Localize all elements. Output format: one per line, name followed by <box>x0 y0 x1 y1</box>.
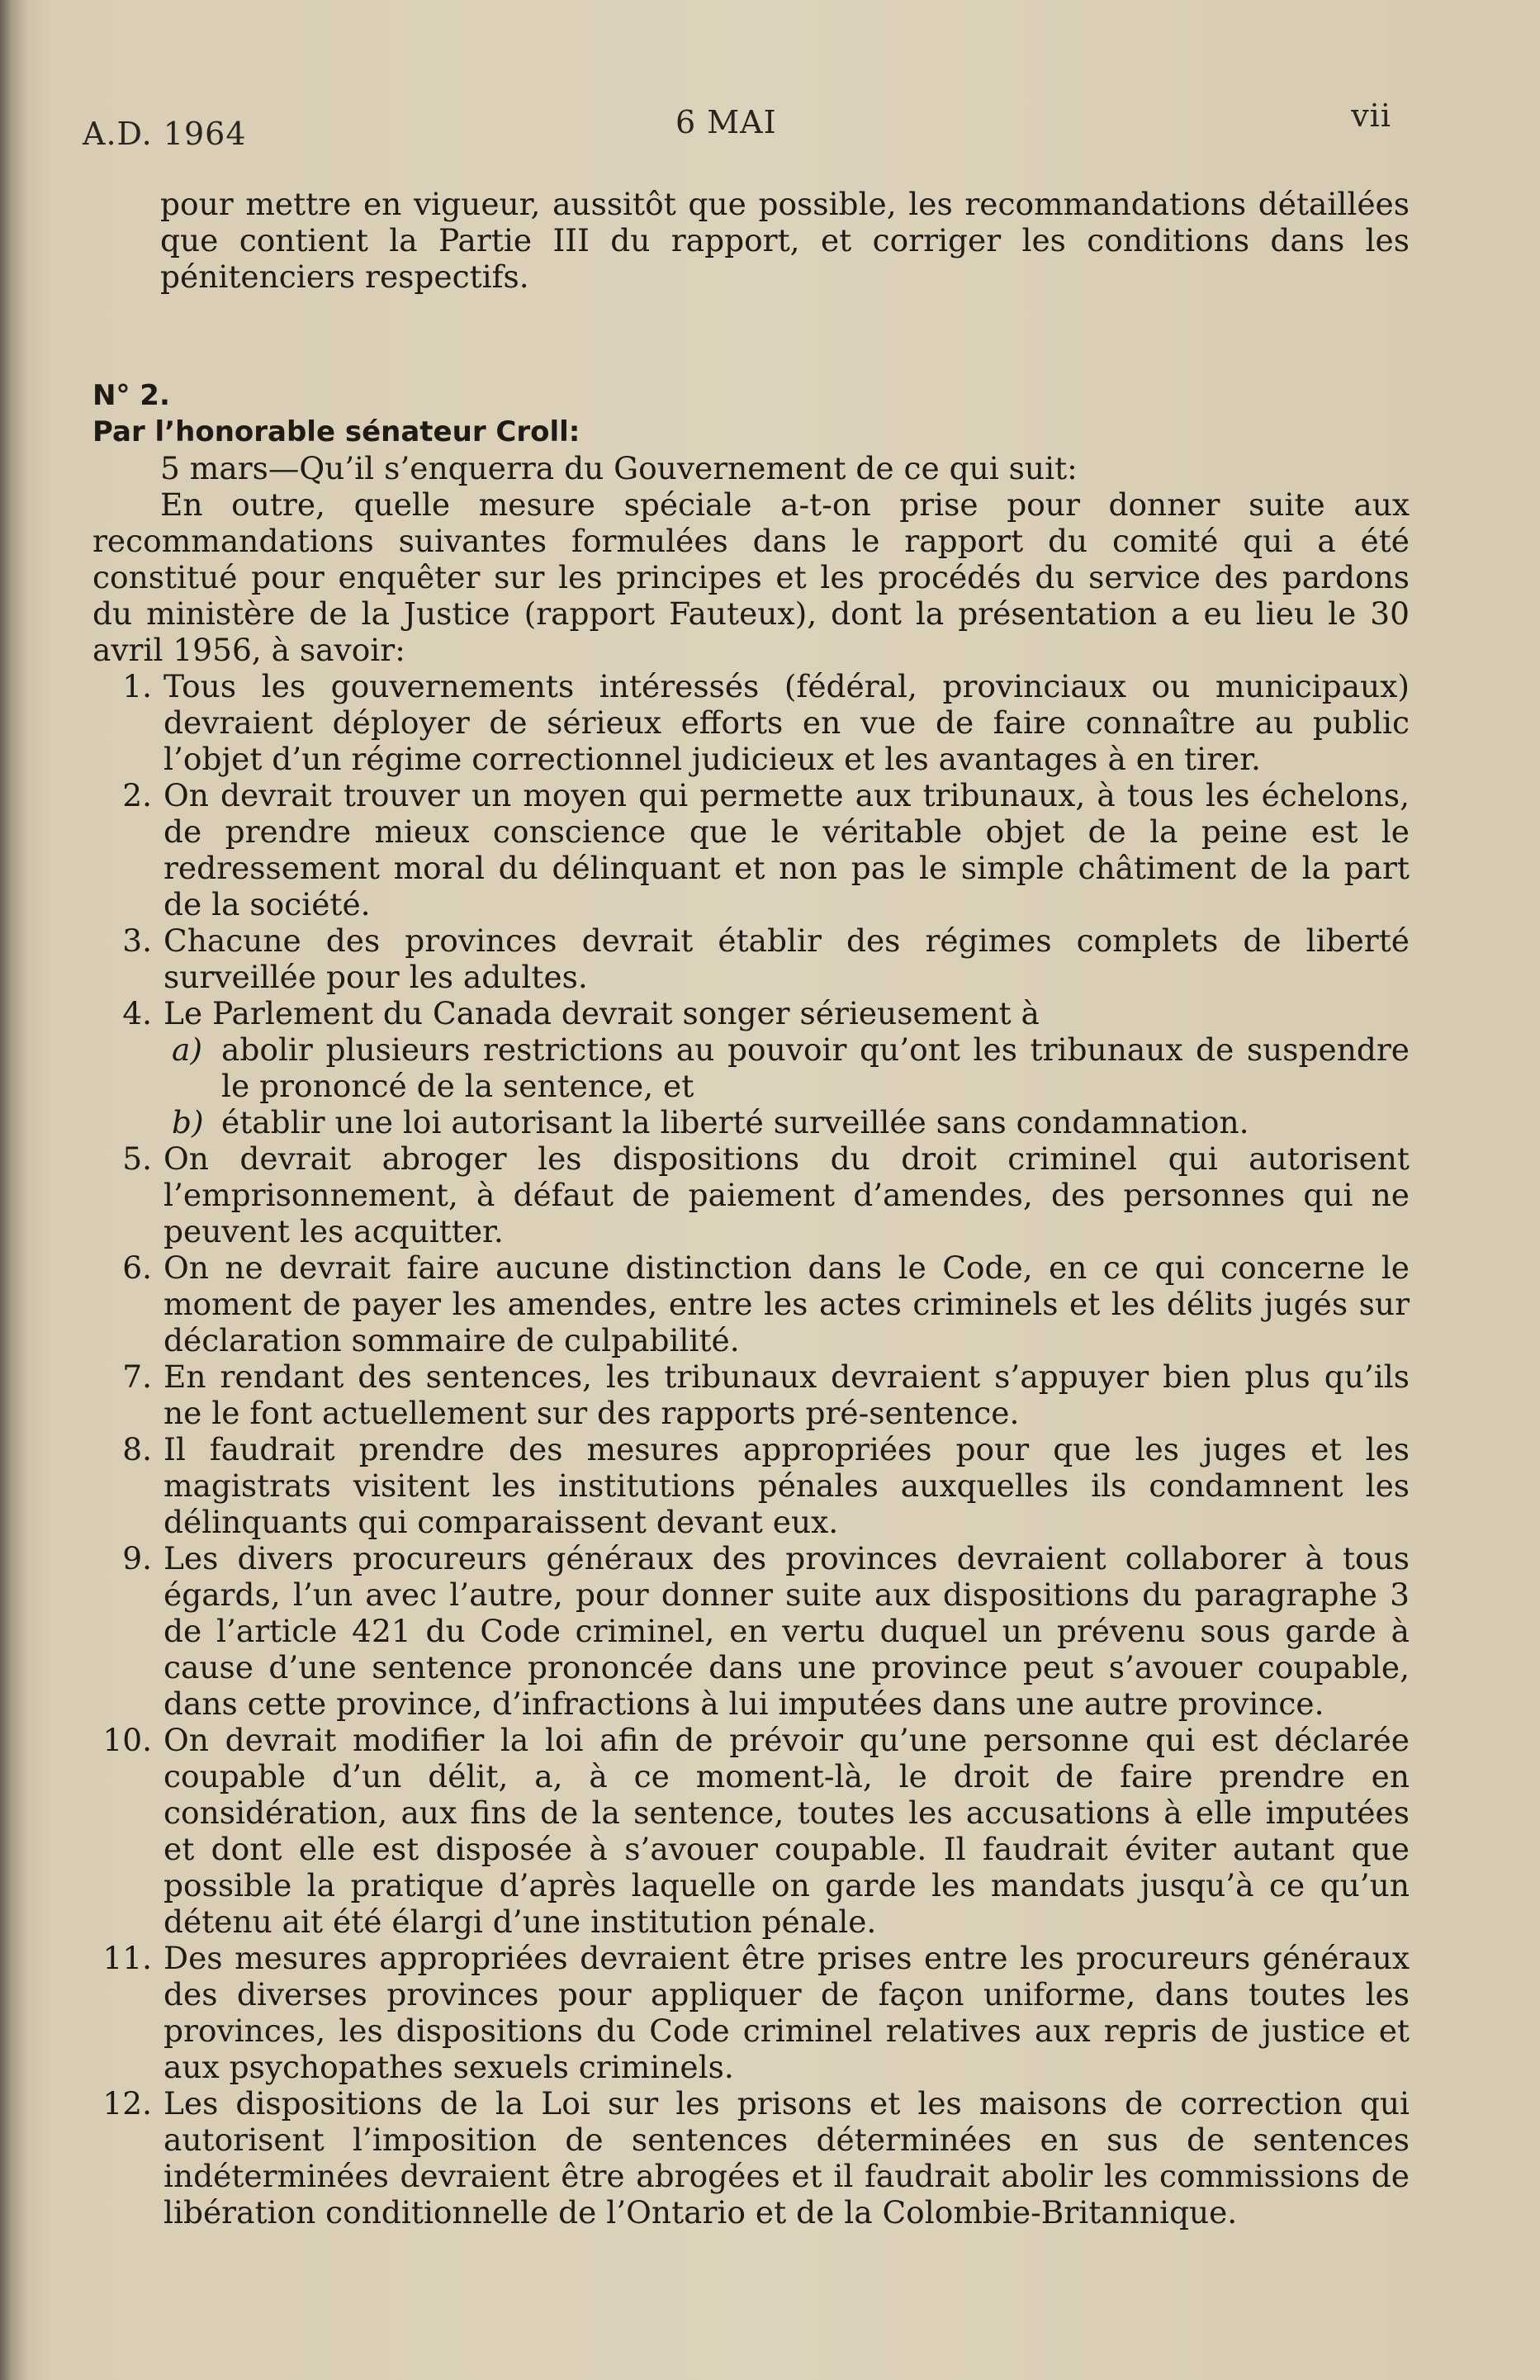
item-number: 3. <box>122 922 152 959</box>
header-year: A.D. 1964 <box>83 116 247 152</box>
recommendation-item <box>92 1722 1410 1940</box>
item-text: Tous les gouvernements intéressés (fédéral, provinciaux ou municipaux) devraient déployer de sérieux efforts en vue de faire connaître au public l’objet d’un régime correctionnel judicieux et les avantages à en tirer. <box>163 668 1410 777</box>
item-text: On devrait trouver un moyen qui permette aux tribunaux, à tous les échelons, de prendre mieux conscience que le véritable objet de la peine est le redressement moral du délinquant et non pas le simple châtiment de la part de la société. <box>163 777 1410 922</box>
recommendation-item <box>92 1249 1410 1358</box>
item-number: 8. <box>122 1431 152 1467</box>
item-text: On devrait modifier la loi afin de prévoir qu’une personne qui est déclarée coupable d’un délit, a, à ce moment-là, le droit de faire prendre en considération, aux fins de la sentence, toutes les accusations à elle imputées et dont elle est disposée à s’avouer coupable. Il faudrait éviter autant que possible la pratique d’après laquelle on garde les mandats jusqu’à ce qu’un détenu ait été élargi d’une institution pénale. <box>163 1722 1410 1940</box>
item-text: Les dispositions de la Loi sur les prisons et les maisons de correction qui autorisent l’imposition de sentences déterminées en sus de sentences indéterminées devraient être abrogées et il faudrait abolir les commissions de libération conditionnelle de l’Ontario et de la Colombie-Britannique. <box>163 2085 1410 2231</box>
question-number: N° 2. <box>92 379 170 412</box>
item-text: Chacune des provinces devrait établir des régimes complets de liberté surveillée pour les adultes. <box>163 922 1410 995</box>
item-text: On ne devrait faire aucune distinction dans le Code, en ce qui concerne le moment de payer les amendes, entre les actes criminels et les délits jugés sur déclaration sommaire de culpabilité. <box>163 1249 1410 1358</box>
page-header <box>83 97 1391 152</box>
question-date-line: 5 mars—Qu’il s’enquerra du Gouvernement de ce qui suit: <box>160 450 1078 486</box>
sub-item <box>172 1104 1410 1140</box>
item-text: Des mesures appropriées devraient être prises entre les procureurs généraux des diverses provinces pour appliquer de façon uniforme, dans toutes les provinces, les dispositions du Code criminel relatives aux repris de justice et aux psychopathes sexuels criminels. <box>163 1940 1410 2085</box>
item-number: 11. <box>102 1940 152 1976</box>
item-number: 9. <box>122 1540 152 1576</box>
recommendation-item <box>92 2085 1410 2231</box>
sub-item-text: établir une loi autorisant la liberté surveillée sans condamnation. <box>221 1104 1249 1140</box>
sub-item <box>172 1031 1410 1104</box>
question-author: Par l’honorable sénateur Croll: <box>92 415 580 448</box>
page-body <box>92 186 1410 2231</box>
item-text: Le Parlement du Canada devrait songer sérieusement à <box>163 995 1040 1031</box>
item-number: 5. <box>122 1140 152 1177</box>
item-number: 4. <box>122 995 152 1031</box>
recommendation-item <box>92 1358 1410 1431</box>
item-number: 6. <box>122 1249 152 1286</box>
question-body: En outre, quelle mesure spéciale a-t-on prise pour donner suite aux recommandations suivantes formulées dans le rapport du comité qui a été constitué pour enquêter sur les principes et les procédés du service des pardons du ministère de la Justice (rapport Fauteux), dont la présentation a eu lieu le 30 avril 1956, à savoir: <box>92 486 1410 668</box>
item-number: 7. <box>122 1358 152 1395</box>
recommendation-item <box>92 777 1410 922</box>
sub-item-text: abolir plusieurs restrictions au pouvoir qu’ont les tribunaux de suspendre le prononcé de la sentence, et <box>221 1031 1410 1104</box>
item-text: Les divers procureurs généraux des provinces devraient collaborer à tous égards, l’un avec l’autre, pour donner suite aux dispositions du paragraphe 3 de l’article 421 du Code criminel, en vertu duquel un prévenu sous garde à cause d’une sentence prononcée dans une province peut s’avouer coupable, dans cette province, d’infractions à lui imputées dans une autre province. <box>163 1540 1410 1722</box>
item-number: 10. <box>102 1722 152 1758</box>
recommendation-item <box>92 995 1410 1031</box>
sub-item-letter: b) <box>172 1104 204 1140</box>
sub-item-letter: a) <box>172 1031 202 1068</box>
item-number: 1. <box>122 668 152 704</box>
intro-paragraph: pour mettre en vigueur, aussitôt que possible, les recommandations détaillées que contient la Partie III du rapport, et corriger les conditions dans les pénitenciers respectifs. <box>160 186 1410 295</box>
item-text: Il faudrait prendre des mesures appropriées pour que les juges et les magistrats visitent les institutions pénales auxquelles ils condamnent les délinquants qui comparaissent devant eux. <box>163 1431 1410 1540</box>
item-text: On devrait abroger les dispositions du droit criminel qui autorisent l’emprisonnement, à défaut de paiement d’amendes, des personnes qui ne peuvent les acquitter. <box>163 1140 1410 1249</box>
recommendation-item <box>92 1940 1410 2085</box>
recommendation-item <box>92 1140 1410 1249</box>
item-number: 2. <box>122 777 152 813</box>
recommendation-item <box>92 922 1410 995</box>
header-page-number: vii <box>1351 97 1391 134</box>
recommendation-item <box>92 1540 1410 1722</box>
item-text: En rendant des sentences, les tribunaux devraient s’appuyer bien plus qu’ils ne le font actuellement sur des rapports pré-sentence. <box>163 1358 1410 1431</box>
header-date: 6 MAI <box>675 104 777 140</box>
recommendation-item <box>92 1431 1410 1540</box>
recommendation-item <box>92 668 1410 777</box>
item-number: 12. <box>102 2085 152 2122</box>
